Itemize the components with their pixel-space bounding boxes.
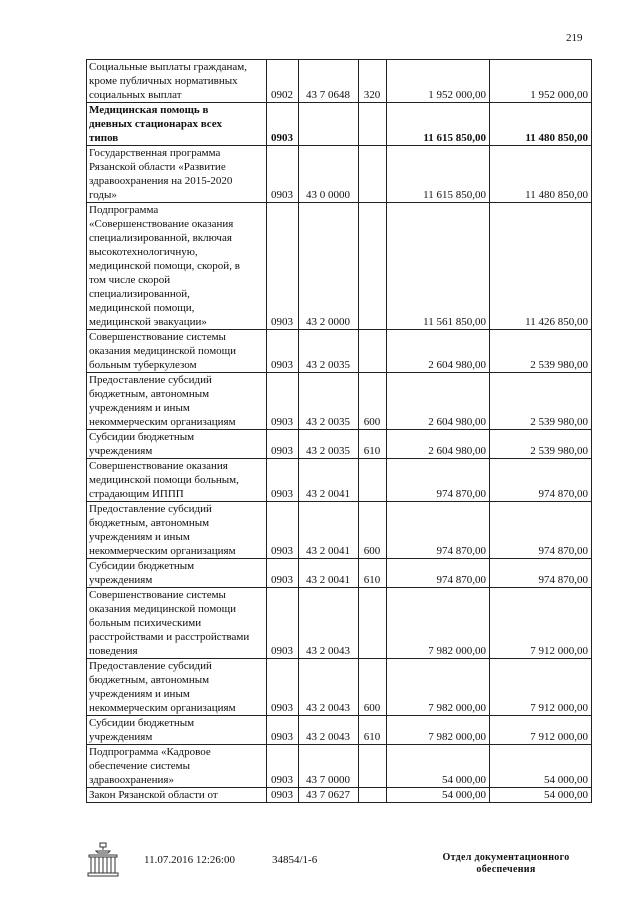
row-target-article-cell: 43 2 0043 (299, 716, 359, 745)
row-section-code-cell: 0902 (267, 60, 299, 103)
table-row (87, 103, 592, 146)
row-name-cell: Подпрограмма «Кадровое обеспечение системы здравоохранения» (87, 745, 267, 788)
row-amount-first-cell: 974 870,00 (387, 559, 490, 588)
row-name-cell: Субсидии бюджетным учреждениям (87, 716, 267, 745)
row-expense-type-cell (359, 459, 387, 502)
row-target-article-cell: 43 2 0041 (299, 502, 359, 559)
row-target-article-cell: 43 7 0648 (299, 60, 359, 103)
page-number: 219 (566, 32, 583, 44)
row-section-code-cell: 0903 (267, 788, 299, 803)
row-expense-type-cell (359, 330, 387, 373)
row-amount-second-cell: 974 870,00 (490, 502, 592, 559)
row-target-article-cell: 43 2 0041 (299, 559, 359, 588)
footer-doc-number: 34854/1-6 (272, 854, 318, 866)
footer-datetime: 11.07.2016 12:26:00 (144, 854, 235, 866)
row-expense-type-cell: 320 (359, 60, 387, 103)
row-amount-second-cell: 2 539 980,00 (490, 330, 592, 373)
row-expense-type-cell: 600 (359, 502, 387, 559)
row-amount-second-cell: 11 480 850,00 (490, 146, 592, 203)
row-amount-second-cell: 974 870,00 (490, 559, 592, 588)
row-amount-second-cell: 54 000,00 (490, 745, 592, 788)
row-amount-second-cell: 974 870,00 (490, 459, 592, 502)
table-row (87, 430, 592, 459)
row-target-article-cell: 43 2 0043 (299, 659, 359, 716)
row-target-article-cell: 43 2 0043 (299, 588, 359, 659)
row-name-cell: Совершенствование системы оказания медицинской помощи больным психическими расстройствами и расстройствами поведения (87, 588, 267, 659)
table-row (87, 373, 592, 430)
budget-table (86, 59, 592, 803)
row-amount-first-cell: 2 604 980,00 (387, 430, 490, 459)
row-amount-first-cell: 11 615 850,00 (387, 146, 490, 203)
row-target-article-cell: 43 2 0035 (299, 430, 359, 459)
row-name-cell: Социальные выплаты гражданам, кроме публичных нормативных социальных выплат (87, 60, 267, 103)
row-amount-second-cell: 7 912 000,00 (490, 588, 592, 659)
row-section-code-cell: 0903 (267, 146, 299, 203)
row-expense-type-cell (359, 203, 387, 330)
row-amount-first-cell: 7 982 000,00 (387, 588, 490, 659)
row-amount-first-cell: 974 870,00 (387, 502, 490, 559)
table-row (87, 60, 592, 103)
footer (86, 842, 596, 882)
row-name-cell: Совершенствование оказания медицинской помощи больным, страдающим ИППП (87, 459, 267, 502)
table-row (87, 588, 592, 659)
row-expense-type-cell (359, 788, 387, 803)
row-amount-first-cell: 11 561 850,00 (387, 203, 490, 330)
row-name-cell: Предоставление субсидий бюджетным, автономным учреждениям и иным некоммерческим организациям (87, 659, 267, 716)
row-target-article-cell (299, 103, 359, 146)
row-amount-second-cell: 7 912 000,00 (490, 716, 592, 745)
row-section-code-cell: 0903 (267, 373, 299, 430)
row-amount-first-cell: 1 952 000,00 (387, 60, 490, 103)
table-row (87, 745, 592, 788)
row-amount-second-cell: 2 539 980,00 (490, 430, 592, 459)
row-section-code-cell: 0903 (267, 203, 299, 330)
row-amount-first-cell: 2 604 980,00 (387, 373, 490, 430)
row-target-article-cell: 43 0 0000 (299, 146, 359, 203)
row-name-cell: Государственная программа Рязанской области «Развитие здравоохранения на 2015-2020 годы» (87, 146, 267, 203)
row-name-cell: Медицинская помощь в дневных стационарах всех типов (87, 103, 267, 146)
row-amount-second-cell: 7 912 000,00 (490, 659, 592, 716)
row-target-article-cell: 43 2 0035 (299, 330, 359, 373)
coat-of-arms-icon (86, 842, 120, 878)
row-section-code-cell: 0903 (267, 103, 299, 146)
row-section-code-cell: 0903 (267, 659, 299, 716)
row-amount-second-cell: 54 000,00 (490, 788, 592, 803)
table-row (87, 502, 592, 559)
row-target-article-cell: 43 2 0041 (299, 459, 359, 502)
row-expense-type-cell (359, 103, 387, 146)
row-amount-second-cell: 2 539 980,00 (490, 373, 592, 430)
row-amount-second-cell: 11 426 850,00 (490, 203, 592, 330)
row-section-code-cell: 0903 (267, 745, 299, 788)
table-row (87, 659, 592, 716)
row-expense-type-cell: 600 (359, 659, 387, 716)
row-amount-first-cell: 54 000,00 (387, 788, 490, 803)
row-section-code-cell: 0903 (267, 716, 299, 745)
row-name-cell: Предоставление субсидий бюджетным, автономным учреждениям и иным некоммерческим организациям (87, 373, 267, 430)
row-name-cell: Совершенствование системы оказания медицинской помощи больным туберкулезом (87, 330, 267, 373)
budget-table-body (87, 60, 592, 803)
table-row (87, 559, 592, 588)
table-row (87, 459, 592, 502)
table-row (87, 203, 592, 330)
row-section-code-cell: 0903 (267, 459, 299, 502)
row-section-code-cell: 0903 (267, 502, 299, 559)
row-name-cell: Предоставление субсидий бюджетным, автономным учреждениям и иным некоммерческим организациям (87, 502, 267, 559)
row-section-code-cell: 0903 (267, 559, 299, 588)
row-amount-second-cell: 11 480 850,00 (490, 103, 592, 146)
row-expense-type-cell (359, 146, 387, 203)
row-expense-type-cell (359, 588, 387, 659)
row-name-cell: Подпрограмма «Совершенствование оказания специализированной, включая высокотехнологичную, медицинской помощи, скорой, в том числе скорой специализированной, медицинской помощи, медицинской эвакуации» (87, 203, 267, 330)
row-name-cell: Субсидии бюджетным учреждениям (87, 559, 267, 588)
row-target-article-cell: 43 7 0000 (299, 745, 359, 788)
row-target-article-cell: 43 7 0627 (299, 788, 359, 803)
row-name-cell: Закон Рязанской области от (87, 788, 267, 803)
row-amount-second-cell: 1 952 000,00 (490, 60, 592, 103)
row-amount-first-cell: 11 615 850,00 (387, 103, 490, 146)
row-amount-first-cell: 7 982 000,00 (387, 716, 490, 745)
footer-department: Отдел документационного обеспечения (442, 852, 570, 875)
row-expense-type-cell: 600 (359, 373, 387, 430)
row-target-article-cell: 43 2 0035 (299, 373, 359, 430)
row-expense-type-cell: 610 (359, 430, 387, 459)
row-amount-first-cell: 974 870,00 (387, 459, 490, 502)
row-expense-type-cell: 610 (359, 559, 387, 588)
row-target-article-cell: 43 2 0000 (299, 203, 359, 330)
row-expense-type-cell: 610 (359, 716, 387, 745)
row-name-cell: Субсидии бюджетным учреждениям (87, 430, 267, 459)
row-amount-first-cell: 2 604 980,00 (387, 330, 490, 373)
row-section-code-cell: 0903 (267, 430, 299, 459)
row-amount-first-cell: 54 000,00 (387, 745, 490, 788)
row-section-code-cell: 0903 (267, 330, 299, 373)
table-row (87, 788, 592, 803)
row-section-code-cell: 0903 (267, 588, 299, 659)
table-row (87, 146, 592, 203)
row-expense-type-cell (359, 745, 387, 788)
table-row (87, 330, 592, 373)
row-amount-first-cell: 7 982 000,00 (387, 659, 490, 716)
table-row (87, 716, 592, 745)
